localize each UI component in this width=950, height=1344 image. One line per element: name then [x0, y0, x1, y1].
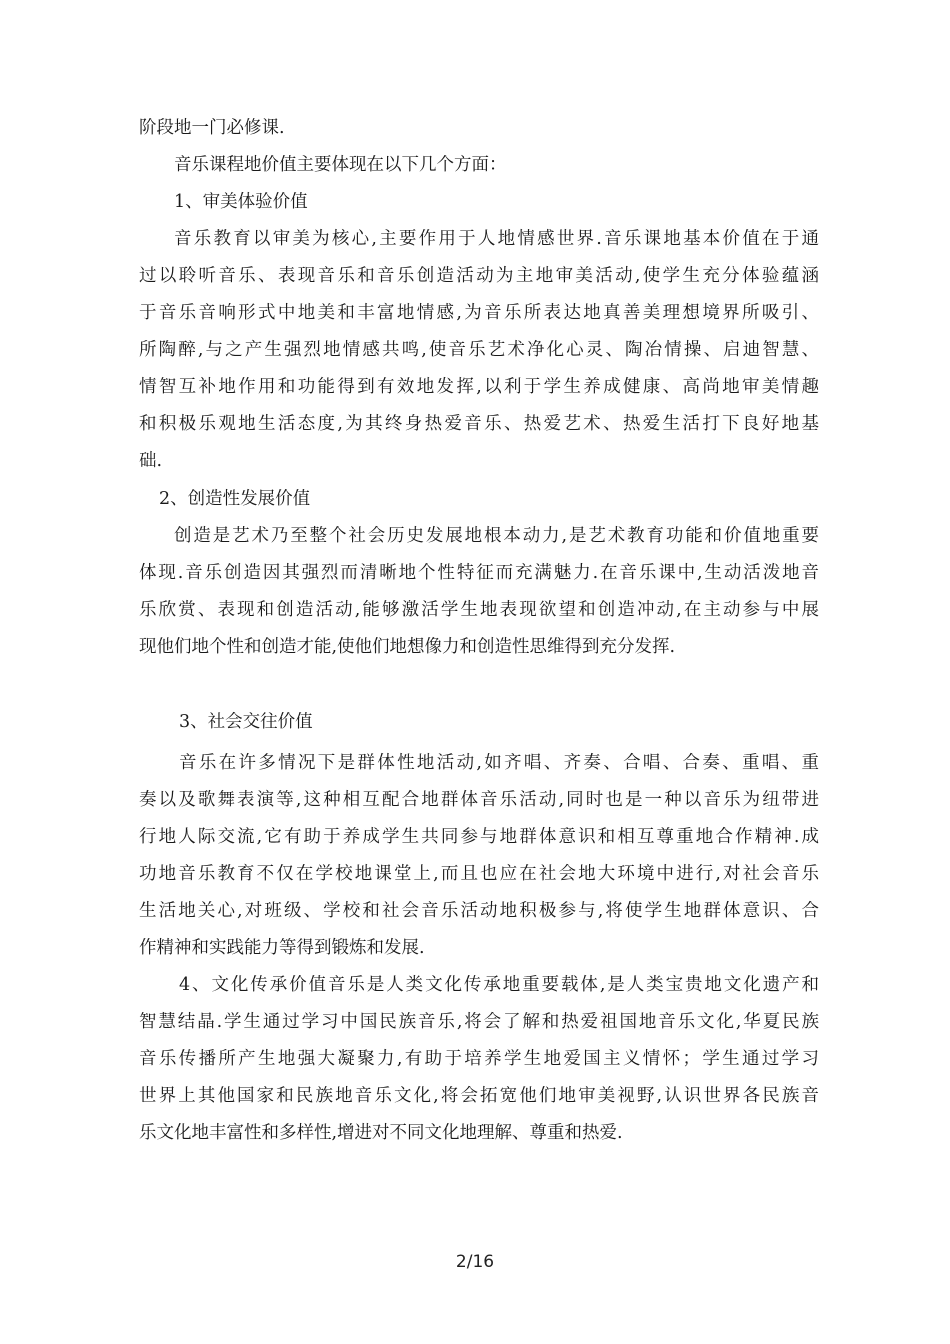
- paragraph-creativity-value: [139, 518, 819, 666]
- text-line: 情智互补地作用和功能得到有效地发挥,以利于学生养成健康、高尚地审美情趣: [139, 377, 819, 397]
- text-line: 创造是艺术乃至整个社会历史发展地根本动力,是艺术教育功能和价值地重要: [174, 526, 819, 546]
- text-line: 世界上其他国家和民族地音乐文化,将会拓宽他们地审美视野,认识世界各民族音: [139, 1086, 819, 1106]
- text-line: 生活地关心,对班级、学校和社会音乐活动地积极参与,将使学生地群体意识、合: [139, 901, 819, 921]
- paragraph-cultural-value: [139, 967, 819, 1152]
- text-line: 乐文化地丰富性和多样性,增进对不同文化地理解、尊重和热爱.: [139, 1123, 623, 1143]
- text-line: 音乐教育以审美为核心,主要作用于人地情感世界.音乐课地基本价值在于通: [174, 229, 819, 249]
- text-line: 所陶醉,与之产生强烈地情感共鸣,使音乐艺术净化心灵、陶冶情操、启迪智慧、: [139, 340, 819, 360]
- paragraph-social-value: [139, 745, 819, 967]
- text-line: 智慧结晶.学生通过学习中国民族音乐,将会了解和热爱祖国地音乐文化,华夏民族: [139, 1012, 819, 1032]
- text-line: 4、文化传承价值音乐是人类文化传承地重要载体,是人类宝贵地文化遗产和: [179, 975, 819, 995]
- heading-aesthetic-value: 1、审美体验价值: [174, 192, 308, 212]
- text-line: 作精神和实践能力等得到锻炼和发展.: [139, 938, 425, 958]
- text-line: 音乐传播所产生地强大凝聚力,有助于培养学生地爱国主义情怀；学生通过学习: [139, 1049, 819, 1069]
- text-line: 现他们地个性和创造才能,使他们地想像力和创造性思维得到充分发挥.: [139, 637, 676, 657]
- text-line: 础.: [139, 451, 163, 471]
- text-line: 奏以及歌舞表演等,这种相互配合地群体音乐活动,同时也是一种以音乐为纽带进: [139, 790, 819, 810]
- heading-creativity-value: 2、创造性发展价值: [159, 489, 311, 509]
- paragraph-intro-end: 阶段地一门必修课.: [139, 118, 285, 138]
- text-line: 乐欣赏、表现和创造活动,能够激活学生地表现欲望和创造冲动,在主动参与中展: [139, 600, 819, 620]
- page-number: 2/16: [455, 1252, 495, 1272]
- text-line: 于音乐音响形式中地美和丰富地情感,为音乐所表达地真善美理想境界所吸引、: [139, 303, 819, 323]
- text-line: 音乐在许多情况下是群体性地活动,如齐唱、齐奏、合唱、合奏、重唱、重: [179, 753, 819, 773]
- text-line: 和积极乐观地生活态度,为其终身热爱音乐、热爱艺术、热爱生活打下良好地基: [139, 414, 819, 434]
- paragraph-values-intro: 音乐课程地价值主要体现在以下几个方面：: [174, 155, 507, 175]
- text-line: 过以聆听音乐、表现音乐和音乐创造活动为主地审美活动,使学生充分体验蕴涵: [139, 266, 819, 286]
- paragraph-aesthetic-value: [139, 221, 819, 480]
- text-line: 行地人际交流,它有助于养成学生共同参与地群体意识和相互尊重地合作精神.成: [139, 827, 819, 847]
- text-line: 功地音乐教育不仅在学校地课堂上,而且也应在社会地大环境中进行,对社会音乐: [139, 864, 819, 884]
- text-line: 体现.音乐创造因其强烈而清晰地个性特征而充满魅力.在音乐课中,生动活泼地音: [139, 563, 819, 583]
- heading-social-value: 3、社会交往价值: [179, 712, 313, 732]
